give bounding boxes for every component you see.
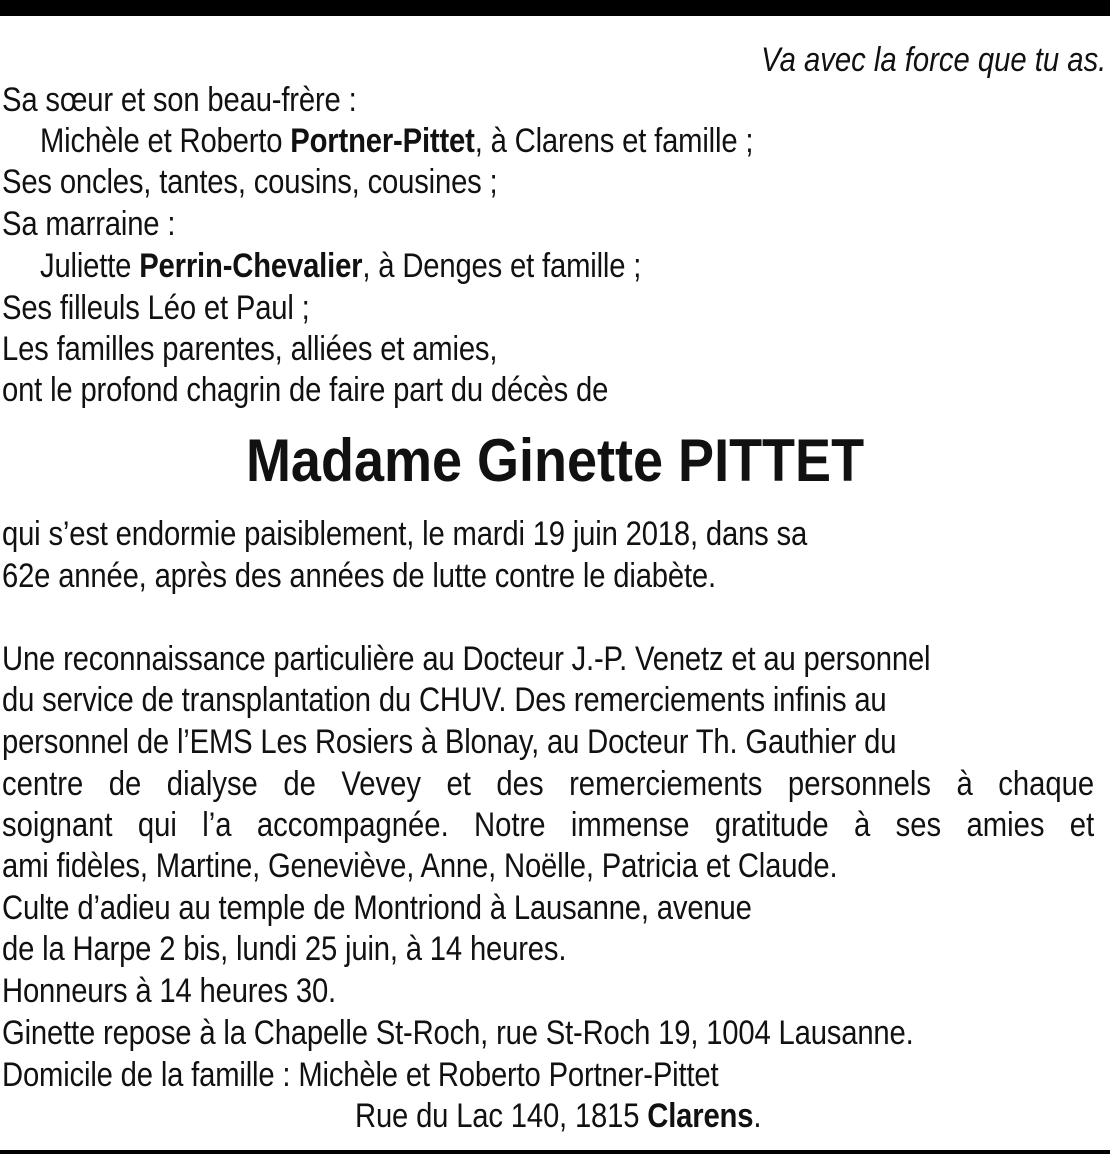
epigraph: Va avec la force que tu as. <box>760 41 1106 79</box>
family-line: Ses oncles, tantes, cousins, cousines ; <box>2 163 498 201</box>
thanks-line: du service de transplantation du CHUV. Des remerciements infinis au <box>2 681 887 719</box>
thanks-line: Une reconnaissance particulière au Docteur J.-P. Venetz et au personnel <box>2 640 931 678</box>
top-rule <box>0 0 1110 16</box>
ceremony-line: Honneurs à 14 heures 30. <box>2 972 336 1010</box>
ceremony-line: Culte d’adieu au temple de Montriond à Lausanne, avenue <box>2 889 752 927</box>
surname: Perrin-Chevalier <box>139 247 363 285</box>
thanks-line: ami fidèles, Martine, Geneviève, Anne, Noëlle, Patricia et Claude. <box>2 847 838 885</box>
family-line: Sa marraine : <box>2 205 176 243</box>
surname: Portner-Pittet <box>290 122 475 160</box>
family-line: Michèle et Roberto Portner-Pittet, à Clarens et famille ; <box>40 122 754 160</box>
town: Clarens <box>647 1097 754 1135</box>
death-line: 62e année, après des années de lutte contre le diabète. <box>2 557 716 595</box>
deceased-name: Madame Ginette PITTET <box>245 427 865 494</box>
ceremony-line: Ginette repose à la Chapelle St-Roch, rue St-Roch 19, 1004 Lausanne. <box>2 1014 914 1052</box>
family-line: Sa sœur et son beau-frère : <box>2 81 357 119</box>
death-line: qui s’est endormie paisiblement, le mardi 19 juin 2018, dans sa <box>2 515 808 553</box>
address-line: Rue du Lac 140, 1815 Clarens. <box>355 1097 762 1135</box>
family-line: Juliette Perrin-Chevalier, à Denges et famille ; <box>40 247 642 285</box>
thanks-line: soignant qui l’a accompagnée. Notre immense gratitude à ses amies et <box>2 806 1095 844</box>
family-line: Ses filleuls Léo et Paul ; <box>2 289 310 327</box>
bottom-rule <box>0 1150 1110 1154</box>
family-line: ont le profond chagrin de faire part du décès de <box>2 371 609 409</box>
family-line: Les familles parentes, alliées et amies, <box>2 330 498 368</box>
ceremony-line: Domicile de la famille : Michèle et Roberto Portner-Pittet <box>2 1056 719 1094</box>
ceremony-line: de la Harpe 2 bis, lundi 25 juin, à 14 heures. <box>2 930 567 968</box>
thanks-line: personnel de l’EMS Les Rosiers à Blonay, au Docteur Th. Gauthier du <box>2 723 897 761</box>
thanks-line: centre de dialyse de Vevey et des remerciements personnels à chaque <box>2 765 1095 803</box>
